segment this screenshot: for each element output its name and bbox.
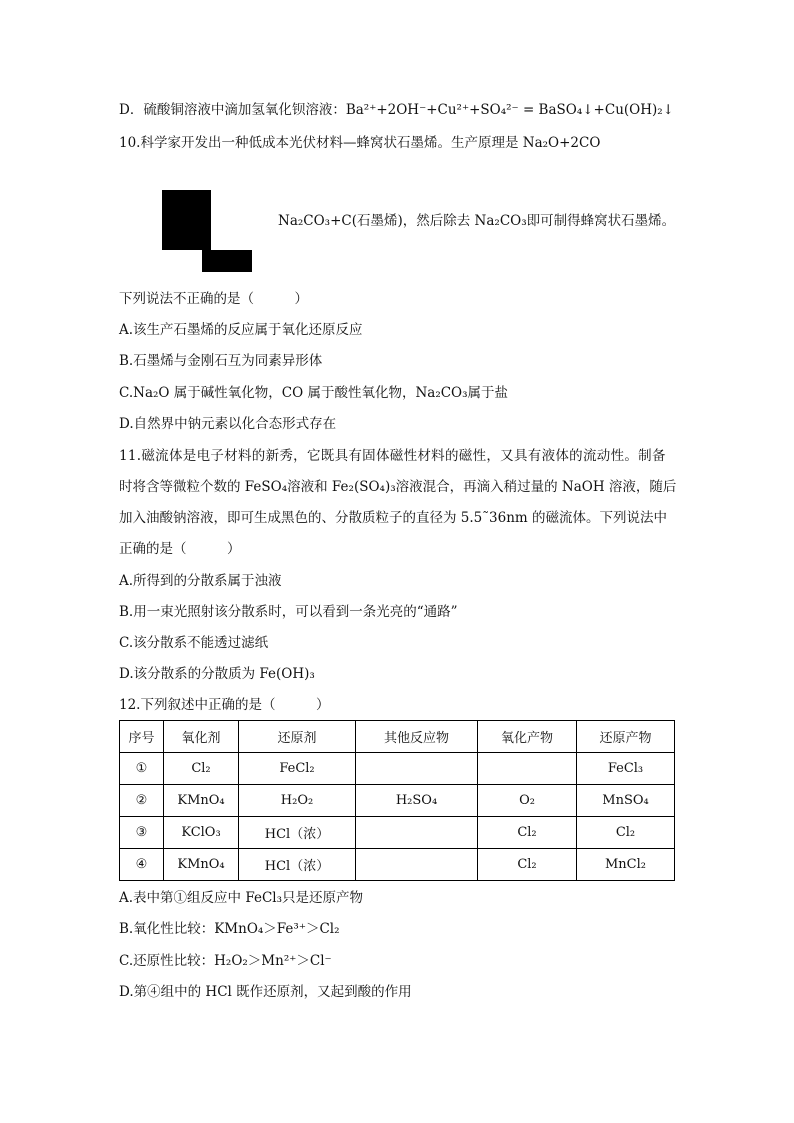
- option-10d: D.自然界中钠元素以化合态形式存在: [119, 416, 337, 432]
- option-12d: D.第④组中的 HCl 既作还原剂，又起到酸的作用: [119, 984, 412, 1000]
- option-11a: A.所得到的分散系属于浊液: [119, 573, 282, 589]
- table-cell: KMnO₄: [164, 849, 239, 881]
- table-cell: FeCl₂: [239, 753, 356, 785]
- option-12c: C.还原性比较：H₂O₂＞Mn²⁺＞Cl⁻: [119, 953, 332, 969]
- table-cell: Cl₂: [577, 817, 675, 849]
- table-cell: ④: [120, 849, 164, 881]
- table-cell: ①: [120, 753, 164, 785]
- table-cell: H₂SO₄: [356, 785, 478, 817]
- table-cell: Cl₂: [478, 849, 577, 881]
- table-cell: HCl（浓）: [239, 817, 356, 849]
- redox-table: [119, 720, 675, 881]
- table-cell: [356, 817, 478, 849]
- table-cell: Cl₂: [478, 817, 577, 849]
- table-row: [120, 817, 675, 849]
- header-cell: 还原剂: [239, 721, 356, 753]
- table-header-row: [120, 721, 675, 753]
- image-block-lower: [202, 250, 252, 272]
- table-cell: MnSO₄: [577, 785, 675, 817]
- table-cell: KClO₃: [164, 817, 239, 849]
- header-cell: 其他反应物: [356, 721, 478, 753]
- question-11-stem-2: 时将含等微粒个数的 FeSO₄溶液和 Fe₂(SO₄)₃溶液混合，再滴入稍过量的 NaOH 溶液，随后: [119, 479, 677, 495]
- option-12a: A.表中第①组反应中 FeCl₃只是还原产物: [119, 890, 364, 906]
- table-cell: HCl（浓）: [239, 849, 356, 881]
- table-cell: [478, 753, 577, 785]
- option-10c: C.Na₂O 属于碱性氧化物，CO 属于酸性氧化物，Na₂CO₃属于盐: [119, 385, 509, 401]
- header-cell: 氧化剂: [164, 721, 239, 753]
- table-cell: KMnO₄: [164, 785, 239, 817]
- option-11b: B.用一束光照射该分散系时，可以看到一条光亮的“通路”: [119, 604, 458, 620]
- table-row: [120, 753, 675, 785]
- question-11-stem-3: 加入油酸钠溶液，即可生成黑色的、分散质粒子的直径为 5.5˜36nm 的磁流体。下列说法中: [119, 510, 667, 526]
- header-cell: 还原产物: [577, 721, 675, 753]
- question-10-stem-cont: Na₂CO₃+C(石墨烯)，然后除去 Na₂CO₃即可制得蜂窝状石墨烯。: [278, 213, 676, 229]
- table-row: [120, 849, 675, 881]
- question-10-stem: 10.科学家开发出一种低成本光伏材料—蜂窝状石墨烯。生产原理是 Na₂O+2CO: [119, 135, 601, 151]
- question-10-prompt: 下列说法不正确的是（ ）: [119, 291, 308, 307]
- question-11-prompt: 正确的是（ ）: [119, 541, 241, 557]
- header-cell: 序号: [120, 721, 164, 753]
- image-block-upper: [162, 190, 211, 250]
- table-cell: ③: [120, 817, 164, 849]
- header-cell: 氧化产物: [478, 721, 577, 753]
- table-cell: ②: [120, 785, 164, 817]
- question-12-stem: 12.下列叙述中正确的是（ ）: [119, 697, 330, 713]
- question-11-stem-1: 11.磁流体是电子材料的新秀，它既具有固体磁性材料的磁性，又具有液体的流动性。制备: [119, 448, 666, 464]
- table-cell: O₂: [478, 785, 577, 817]
- table-cell: H₂O₂: [239, 785, 356, 817]
- table-cell: MnCl₂: [577, 849, 675, 881]
- option-9d: D．硫酸铜溶液中滴加氢氧化钡溶液：Ba²⁺+2OH⁻+Cu²⁺+SO₄²⁻ = BaSO₄↓+Cu(OH)₂↓: [119, 102, 674, 118]
- table-cell: [356, 849, 478, 881]
- table-cell: [356, 753, 478, 785]
- table-cell: FeCl₃: [577, 753, 675, 785]
- option-11c: C.该分散系不能透过滤纸: [119, 635, 269, 651]
- option-11d: D.该分散系的分散质为 Fe(OH)₃: [119, 666, 315, 682]
- table-cell: Cl₂: [164, 753, 239, 785]
- option-12b: B.氧化性比较：KMnO₄＞Fe³⁺＞Cl₂: [119, 921, 340, 937]
- option-10b: B.石墨烯与金刚石互为同素异形体: [119, 353, 323, 369]
- option-10a: A.该生产石墨烯的反应属于氧化还原反应: [119, 322, 363, 338]
- table-row: [120, 785, 675, 817]
